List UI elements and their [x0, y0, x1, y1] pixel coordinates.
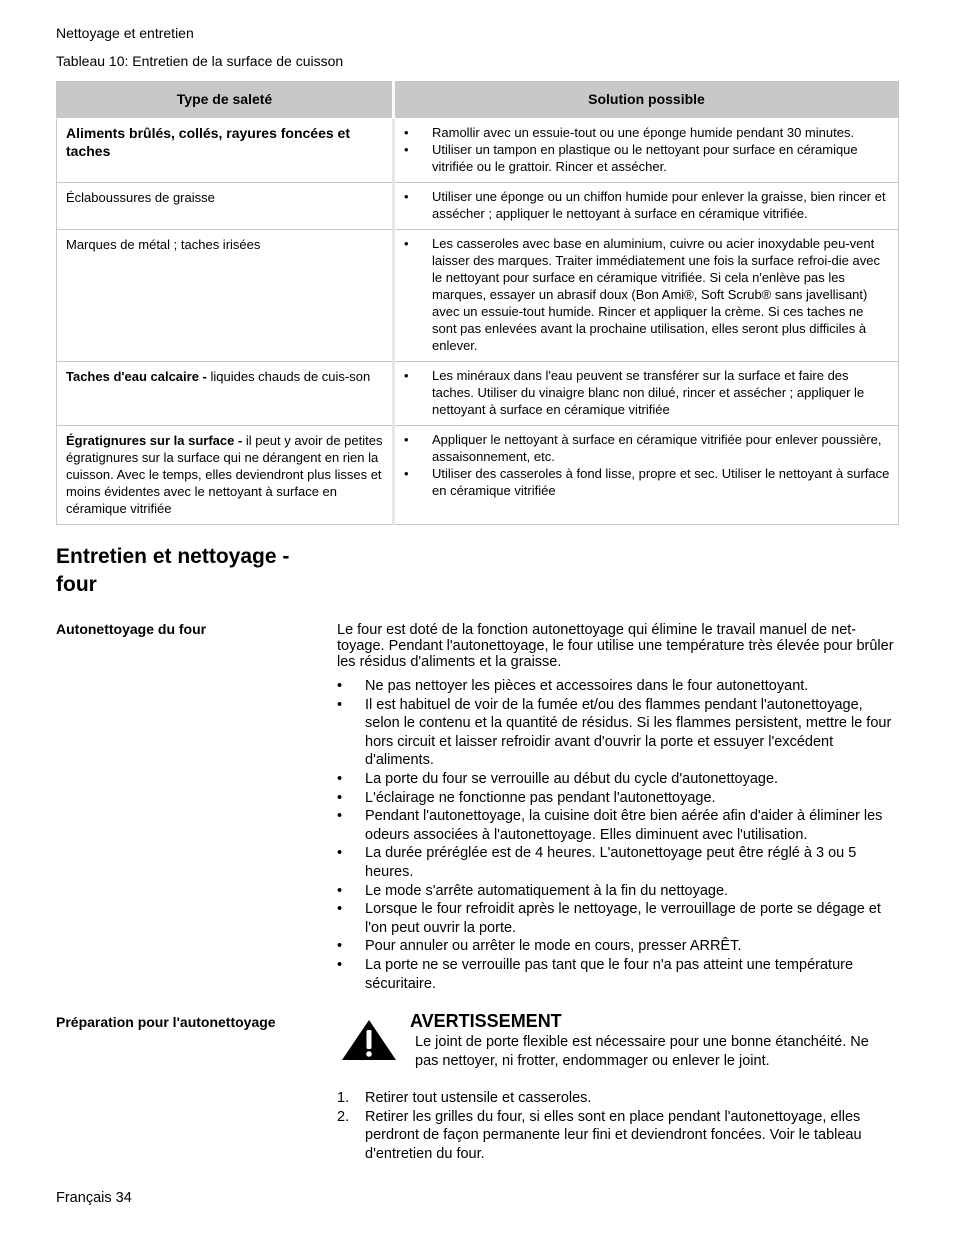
warning-triangle-icon — [340, 1018, 398, 1062]
table-row — [57, 362, 899, 426]
warning-text: Le joint de porte flexible est nécessaire pour une bonne étanchéité. Ne pas nettoyer, ni frotter, endommager ou enlever le joint. — [415, 1034, 869, 1069]
solution-cell — [394, 362, 899, 426]
list-item: • Pour annuler ou arrêter le mode en cours, presser ARRÊT. — [337, 937, 897, 956]
page-header: Nettoyage et entretien — [56, 25, 194, 41]
solution-item: • Utiliser un tampon en plastique ou le nettoyant pour surface en céramique vitrifiée ou le grattoir. Rincer et assécher. — [404, 141, 890, 175]
table-row — [57, 183, 899, 230]
list-item: • La porte ne se verrouille pas tant que le four n'a pas atteint une température sécuritaire. — [337, 956, 897, 993]
list-item: • Le mode s'arrête automatiquement à la fin du nettoyage. — [337, 882, 897, 901]
solution-cell — [394, 426, 899, 525]
soil-type-cell — [57, 183, 394, 230]
prep-steps — [337, 1089, 897, 1163]
solution-cell — [394, 119, 899, 183]
list-item: • La durée préréglée est de 4 heures. L'autonettoyage peut être réglé à 3 ou 5 heures. — [337, 844, 897, 881]
solution-cell — [394, 230, 899, 362]
soil-type-cell — [57, 230, 394, 362]
step-number: 1. — [337, 1090, 350, 1106]
soil-type-text: Éclaboussures de graisse — [66, 190, 215, 205]
solution-item: • Utiliser des casseroles à fond lisse, propre et sec. Utiliser le nettoyant à surface en céramique vitrifiée — [404, 465, 890, 499]
list-item: • Ne pas nettoyer les pièces et accessoires dans le four autonettoyant. — [337, 677, 897, 696]
soil-type-text: il peut y avoir de petites égratignures sur la surface qui ne dérangent en rien la cuisson. Avec le temps, elles deviendront plus lisses et moins évidentes avec le nettoyant à surface en céramique vitrifiée — [66, 433, 383, 516]
step-text: Retirer tout ustensile et casseroles. — [365, 1090, 592, 1106]
soil-type-text: liquides chauds de cuis-son — [210, 369, 371, 384]
warning-title: AVERTISSEMENT — [410, 1011, 562, 1031]
soil-type-lead: Aliments brûlés, collés, rayures foncées et taches — [66, 125, 351, 159]
list-item — [337, 1108, 897, 1164]
section-title-line2: four — [56, 573, 97, 596]
table-row — [57, 119, 899, 183]
table-caption: Tableau 10: Entretien de la surface de cuisson — [56, 53, 344, 69]
solution-item: • Les minéraux dans l'eau peuvent se transférer sur la surface et faire des taches. Utiliser du vinaigre blanc non dilué, rincer et assécher ; appliquer le nettoyant à surface en céramique vitrifiée — [404, 367, 890, 418]
prep-heading: Préparation pour l'autonettoyage — [56, 1014, 276, 1030]
soil-type-cell — [57, 119, 394, 183]
list-item: • Pendant l'autonettoyage, la cuisine doit être bien aérée afin d'aider à éliminer les odeurs associées à l'autonettoyage. Elles diminuent avec l'utilisation. — [337, 807, 897, 844]
solution-item: • Appliquer le nettoyant à surface en céramique vitrifiée pour enlever poussière, assaisonnement, etc. — [404, 431, 890, 465]
page-footer: Français 34 — [56, 1190, 132, 1206]
selfclean-intro: Le four est doté de la fonction autonettoyage qui élimine le travail manuel de net-toyage. Pendant l'autonettoyage, le four utilise une température très élevée pour brûler les résidus d'aliments et la graisse. — [337, 622, 894, 670]
list-item: • Lorsque le four refroidit après le nettoyage, le verrouillage de porte se dégage et l'on peut ouvrir la porte. — [337, 900, 897, 937]
solution-item: • Ramollir avec un essuie-tout ou une éponge humide pendant 30 minutes. — [404, 124, 890, 141]
section-title — [56, 543, 289, 599]
solution-item: • Utiliser une éponge ou un chiffon humide pour enlever la graisse, bien rincer et assécher ; appliquer le nettoyant à surface en céramique vitrifiée. — [404, 188, 890, 222]
step-number: 2. — [337, 1108, 350, 1125]
list-item: • Il est habituel de voir de la fumée et/ou des flammes pendant l'autonettoyage, selon le contenu et la quantité de résidus. Si les flammes persistent, mettre le four hors circuit et laisser refroidir avant d'ouvrir la porte et essuyer l'excédent d'aliments. — [337, 696, 897, 770]
soil-type-cell — [57, 362, 394, 426]
solution-cell — [394, 183, 899, 230]
solution-item: • Les casseroles avec base en aluminium, cuivre ou acier inoxydable peu-vent laisser des marques. Traiter immédiatement une fois la surface refroi-die avec le nettoyant pour surface en céramique vitrifiée. Si cela n'enlève pas les marques, essayer un abrasif doux (Bon Ami®, Soft Scrub® sans javellisant) avec un essuie-tout humide. Rincer et appliquer la crème. Si ces taches ne sont pas enlevées avant la prochaine utilisation, elles seront plus difficiles à enlever. — [404, 235, 890, 354]
list-item: • L'éclairage ne fonctionne pas pendant l'autonettoyage. — [337, 789, 897, 808]
cooktop-care-table — [56, 80, 899, 525]
selfclean-heading: Autonettoyage du four — [56, 621, 207, 637]
soil-type-cell — [57, 426, 394, 525]
soil-type-lead: Égratignures sur la surface - — [66, 433, 246, 448]
table-row — [57, 230, 899, 362]
column-header-soil-type: Type de saleté — [57, 81, 394, 119]
soil-type-lead: Taches d'eau calcaire - — [66, 369, 211, 384]
selfclean-bullets — [337, 677, 897, 993]
list-item: • La porte du four se verrouille au début du cycle d'autonettoyage. — [337, 770, 897, 789]
table-row — [57, 426, 899, 525]
column-header-solution: Solution possible — [394, 81, 899, 119]
step-text: Retirer les grilles du four, si elles sont en place pendant l'autonettoyage, elles perdront de façon permanente leur fini et deviendront foncées. Voir le tableau d'entretien du four. — [365, 1108, 862, 1162]
list-item — [337, 1089, 897, 1108]
table-header-row — [57, 81, 899, 119]
soil-type-text: Marques de métal ; taches irisées — [66, 237, 261, 252]
section-title-line1: Entretien et nettoyage - — [56, 545, 290, 568]
